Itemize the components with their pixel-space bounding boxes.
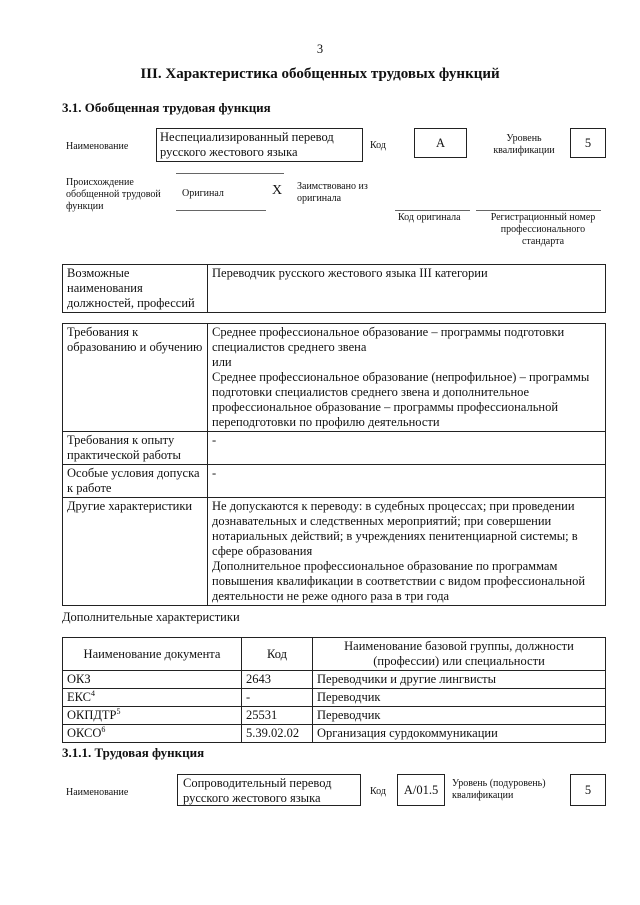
page-number: 3 <box>316 42 324 56</box>
name-label: Наименование <box>66 141 129 152</box>
doc-title: Переводчик <box>313 707 606 725</box>
name-value: Неспециализированный перевод русского жестового языка <box>156 128 363 162</box>
req-label: Требования к образованию и обучению <box>63 324 208 432</box>
doc-code: 5.39.02.02 <box>242 725 313 743</box>
function-level-label: Уровень (подуровень) квалификации <box>452 778 546 801</box>
req-label: Другие характеристики <box>63 498 208 606</box>
orig-code-label: Код оригинала <box>398 212 461 223</box>
table-row <box>63 671 606 689</box>
req-line: - <box>208 465 606 498</box>
req-line: Дополнительное профессиональное образование по программам повышения квалификации в соответствии с видом профессиональной деятельности не реже одного раза в три года <box>212 559 586 603</box>
doc-code: - <box>242 689 313 707</box>
doc-title: Переводчик <box>313 689 606 707</box>
header-name: Наименование базовой группы, должности (профессии) или специальности <box>313 638 606 671</box>
function-name-value: Сопроводительный перевод русского жестового языка <box>177 774 361 806</box>
doc-title: Организация сурдокоммуникации <box>313 725 606 743</box>
original-label: Оригинал <box>182 188 224 199</box>
req-line: Среднее профессиональное образование – программы подготовки специалистов среднего звена <box>212 325 565 354</box>
reg-number-label: Регистрационный номер профессионального стандарта <box>490 212 596 247</box>
subsection-title: 3.1. Обобщенная трудовая функция <box>62 100 271 115</box>
table-row <box>63 324 606 432</box>
footnote-ref: 4 <box>91 688 95 698</box>
req-label: Требования к опыту практической работы <box>63 432 208 465</box>
req-line: Не допускаются к переводу: в судебных процессах; при проведении дознавательных и следственных мероприятий; при совершении нотариальных действий; в учреждениях пенитенциарной системы; в сфере образования <box>212 499 578 558</box>
table-row <box>63 465 606 498</box>
table-header-row <box>63 638 606 671</box>
positions-value: Переводчик русского жестового языка III категории <box>208 265 606 313</box>
table-row <box>63 432 606 465</box>
req-line: Среднее профессиональное образование (непрофильное) – программы подготовки специалистов среднего звена и дополнительное профессиональное образование – программы профессиональной переподготовки по профилю деятельности <box>212 370 590 429</box>
doc-code: 25531 <box>242 707 313 725</box>
additional-table <box>62 637 606 743</box>
doc-name: ОКСО <box>67 726 102 740</box>
section-title: III. Характеристика обобщенных трудовых функций <box>140 66 500 82</box>
function-title: 3.1.1. Трудовая функция <box>62 745 205 760</box>
table-row <box>63 707 606 725</box>
footnote-ref: 5 <box>116 706 121 716</box>
doc-name: ОКПДТР <box>67 708 117 722</box>
req-label: Особые условия допуска к работе <box>63 465 208 498</box>
origin-label: Происхождение обобщенной трудовой функции <box>66 177 161 212</box>
table-row <box>63 725 606 743</box>
code-value: A <box>414 128 467 158</box>
doc-name: ЕКС <box>67 690 91 704</box>
header-code: Код <box>242 638 313 671</box>
table-row <box>63 689 606 707</box>
level-value: 5 <box>570 128 606 158</box>
function-name-label: Наименование <box>66 787 129 798</box>
function-level-value: 5 <box>570 774 606 806</box>
borrowed-label: Заимствовано из оригинала <box>297 181 368 204</box>
footnote-ref: 6 <box>101 724 106 734</box>
doc-code: 2643 <box>242 671 313 689</box>
header-doc: Наименование документа <box>63 638 242 671</box>
function-code-value: A/01.5 <box>397 774 445 806</box>
additional-title: Дополнительные характеристики <box>62 610 240 624</box>
requirements-table <box>62 323 606 606</box>
code-label: Код <box>370 140 386 151</box>
doc-name: ОКЗ <box>67 672 91 686</box>
req-line: или <box>212 355 232 369</box>
req-line: - <box>208 432 606 465</box>
function-code-label: Код <box>370 786 386 797</box>
positions-label: Возможные наименования должностей, профессий <box>63 265 208 313</box>
level-label: Уровень квалификации <box>493 133 555 156</box>
original-mark: X <box>272 183 283 198</box>
doc-title: Переводчики и другие лингвисты <box>313 671 606 689</box>
positions-table <box>62 264 606 313</box>
table-row <box>63 498 606 606</box>
